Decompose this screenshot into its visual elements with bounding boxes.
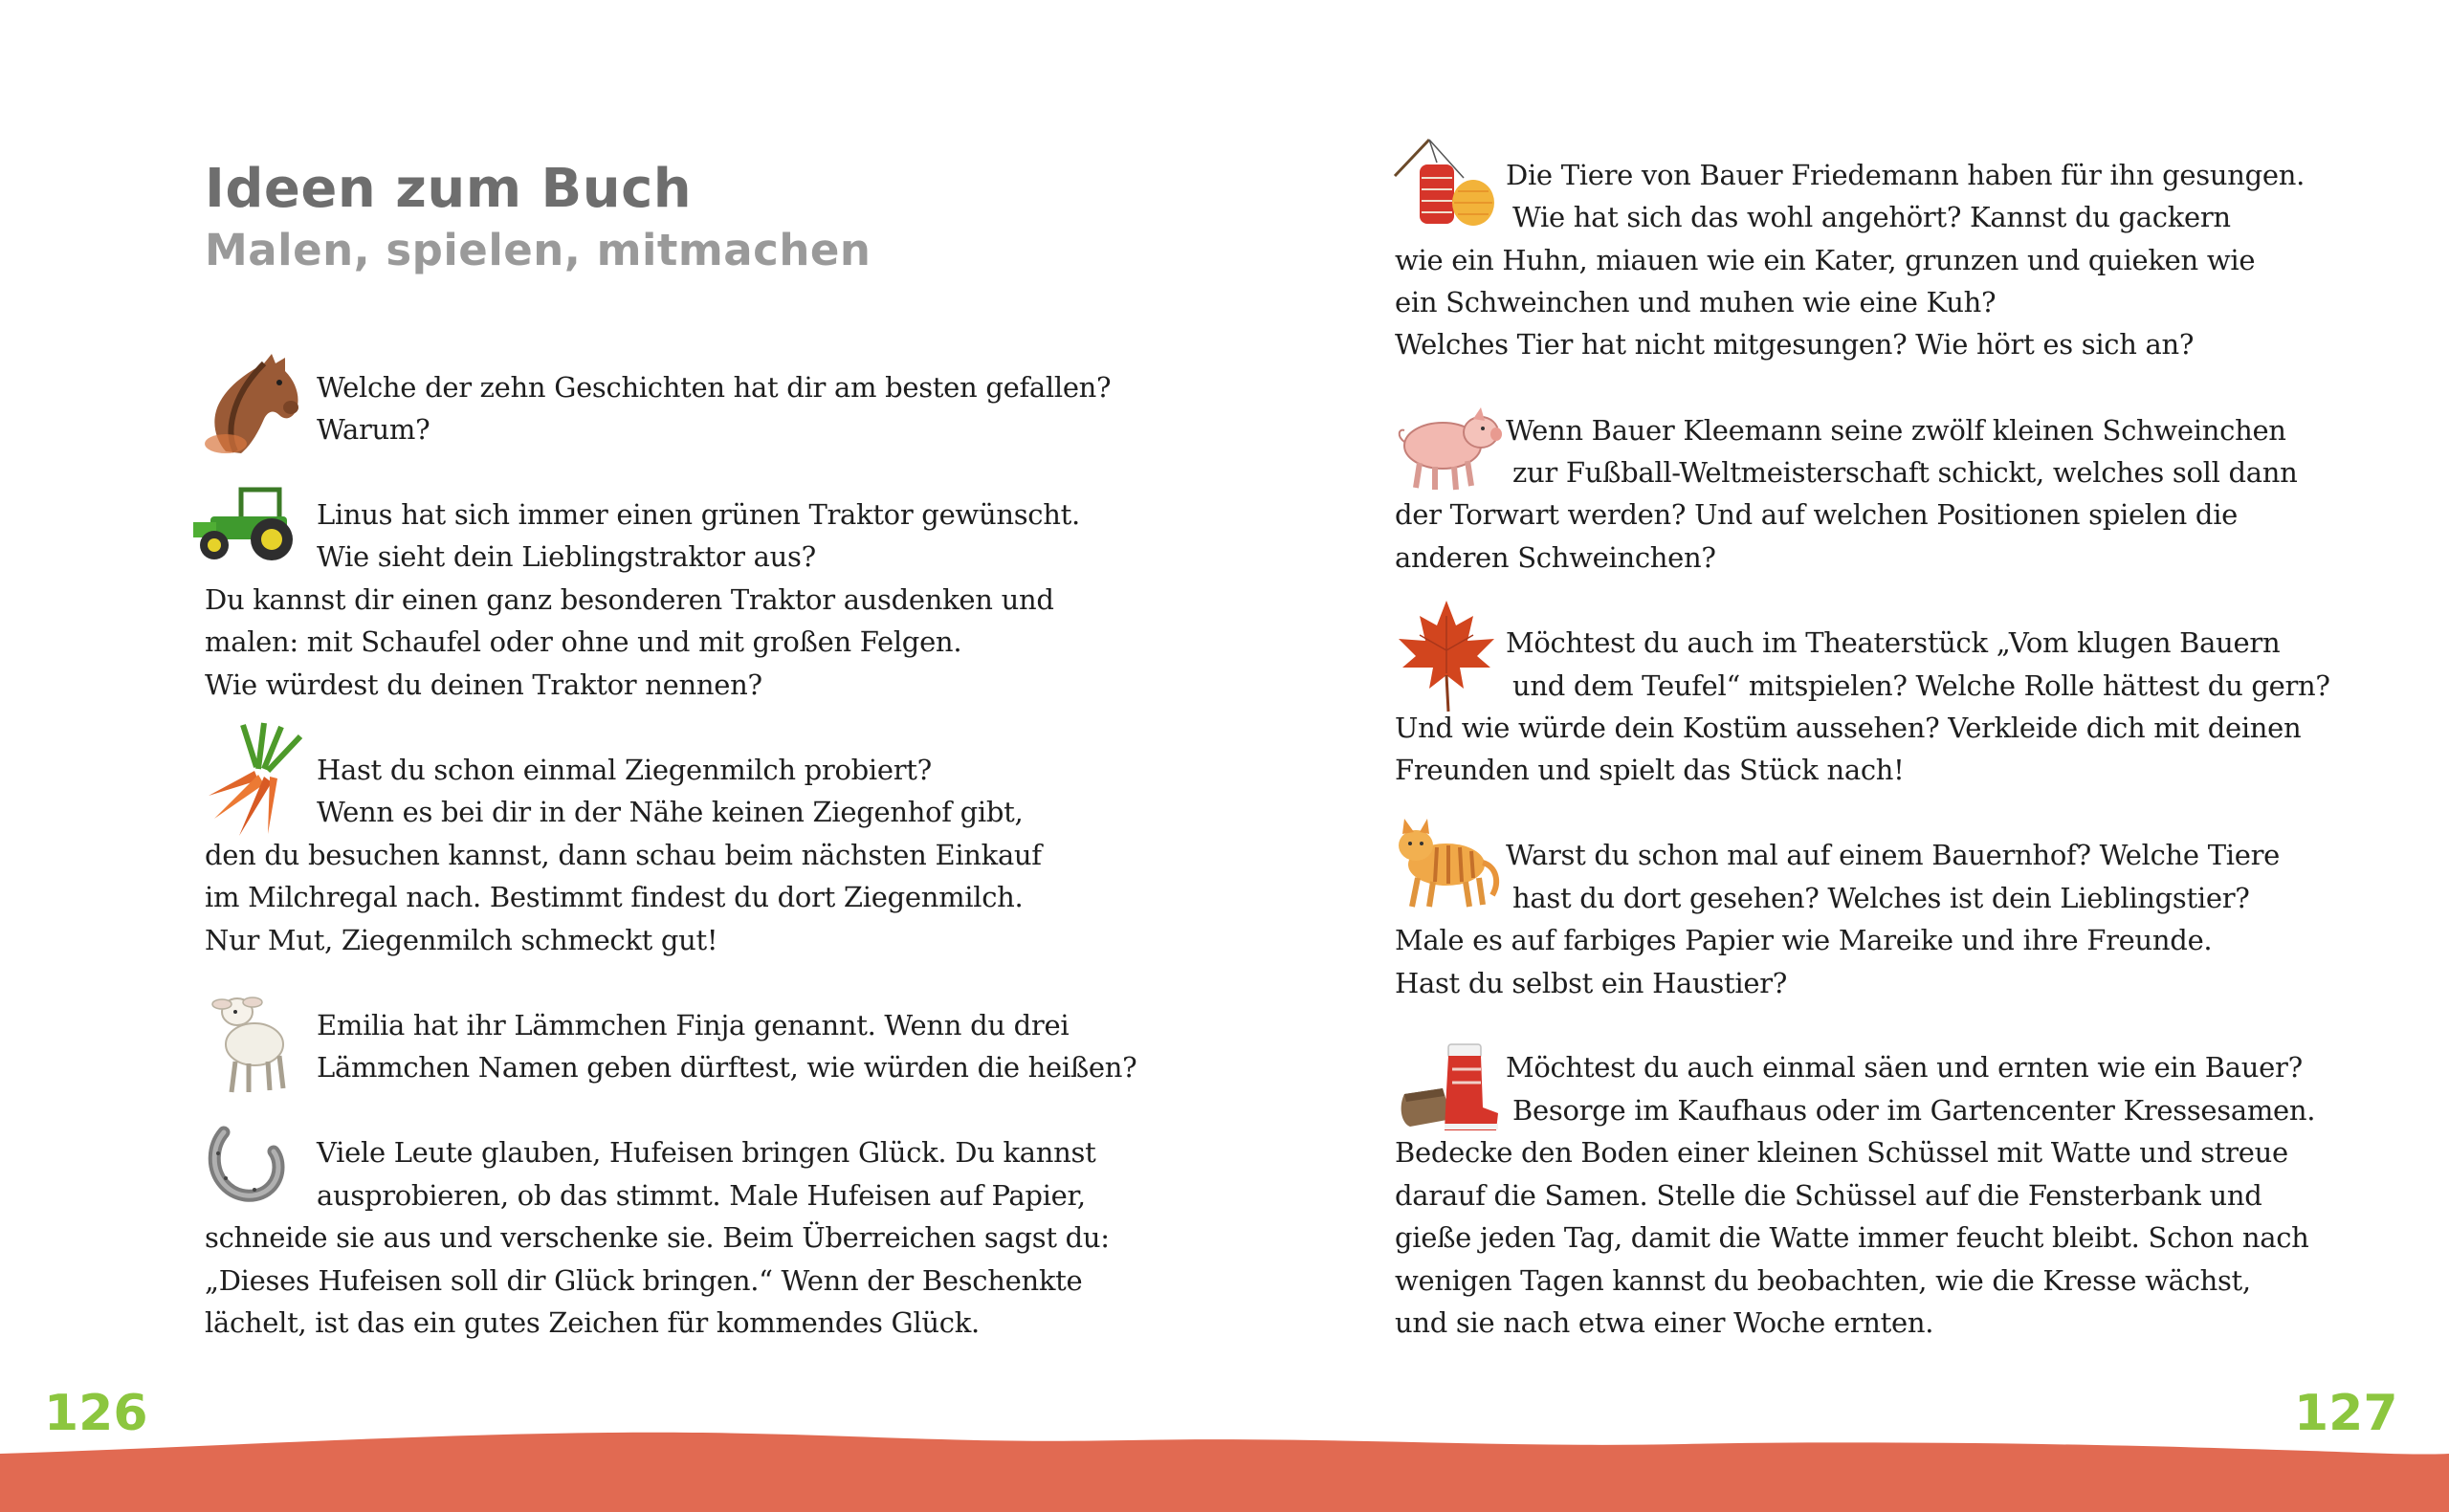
text-line: Wie hat sich das wohl angehört? Kannst du gackern	[1512, 201, 2231, 233]
text-line: Warst du schon mal auf einem Bauernhof? Welche Tiere	[1506, 839, 2281, 871]
page-subtitle: Malen, spielen, mitmachen	[205, 225, 871, 275]
text-line: gieße jeden Tag, damit die Watte immer feucht bleibt. Schon nach	[1395, 1221, 2309, 1254]
text-line: malen: mit Schaufel oder ohne und mit großen Felgen.	[205, 625, 962, 658]
text-line: Möchtest du auch im Theaterstück „Vom klugen Bauern	[1506, 626, 2281, 659]
text-line: Male es auf farbiges Papier wie Mareike und ihre Freunde.	[1395, 924, 2213, 956]
text-line: zur Fußball-Weltmeisterschaft schickt, welches soll dann	[1512, 456, 2298, 489]
text-line: Wie würdest du deinen Traktor nennen?	[205, 668, 762, 701]
text-line: „Dieses Hufeisen soll dir Glück bringen.“ Wenn der Beschenkte	[205, 1264, 1083, 1297]
text-line: Welche der zehn Geschichten hat dir am besten gefallen?	[317, 371, 1112, 404]
left-page	[0, 0, 1224, 1512]
maple-leaf-icon	[1397, 597, 1498, 713]
text-line: den du besuchen kannst, dann schau beim nächsten Einkauf	[205, 839, 1042, 871]
text-line: Wie sieht dein Lieblingstraktor aus?	[317, 540, 816, 573]
text-line: Welches Tier hat nicht mitgesungen? Wie hört es sich an?	[1395, 328, 2195, 361]
piglet-icon	[1393, 402, 1508, 492]
text-line: Lämmchen Namen geben dürftest, wie würden die heißen?	[317, 1051, 1137, 1084]
text-line: Nur Mut, Ziegenmilch schmeckt gut!	[205, 924, 718, 956]
horseshoe-icon	[205, 1119, 291, 1205]
text-line: Linus hat sich immer einen grünen Traktor gewünscht.	[317, 498, 1080, 531]
right-page	[1224, 0, 2449, 1512]
text-line: und dem Teufel“ mitspielen? Welche Rolle hättest du gern?	[1512, 669, 2330, 702]
text-line: Hast du schon einmal Ziegenmilch probiert?	[317, 754, 932, 786]
horse-head-icon	[197, 352, 304, 457]
text-line: ein Schweinchen und muhen wie eine Kuh?	[1395, 286, 1997, 318]
text-line: Möchtest du auch einmal säen und ernten wie ein Bauer?	[1506, 1051, 2303, 1084]
text-line: hast du dort gesehen? Welches ist dein Lieblingstier?	[1512, 882, 2250, 914]
text-line: Die Tiere von Bauer Friedemann haben für ihn gesungen.	[1506, 159, 2306, 191]
lamb-icon	[207, 989, 293, 1096]
footer-wave	[0, 1415, 2449, 1512]
tractor-icon	[186, 482, 310, 564]
page-number: 126	[44, 1385, 148, 1442]
carrots-icon	[201, 719, 314, 840]
text-line: darauf die Samen. Stelle die Schüssel auf die Fensterbank und	[1395, 1179, 2262, 1212]
text-line: schneide sie aus und verschenke sie. Beim Überreichen sagst du:	[205, 1221, 1110, 1254]
text-line: anderen Schweinchen?	[1395, 541, 1716, 574]
page-title: Ideen zum Buch	[205, 158, 693, 220]
text-line: wenigen Tagen kannst du beobachten, wie die Kresse wächst,	[1395, 1264, 2251, 1297]
boots-icon	[1395, 1041, 1504, 1136]
text-line: ausprobieren, ob das stimmt. Male Hufeisen auf Papier,	[317, 1179, 1086, 1212]
text-line: und sie nach etwa einer Woche ernten.	[1395, 1306, 1934, 1339]
text-line: Wenn Bauer Kleemann seine zwölf kleinen Schweinchen	[1506, 414, 2286, 447]
lanterns-icon	[1391, 134, 1498, 233]
text-line: lächelt, ist das ein gutes Zeichen für kommendes Glück.	[205, 1306, 980, 1339]
text-line: wie ein Huhn, miauen wie ein Kater, grunzen und quieken wie	[1395, 244, 2256, 276]
text-line: Emilia hat ihr Lämmchen Finja genannt. Wenn du drei	[317, 1009, 1070, 1041]
text-line: Wenn es bei dir in der Nähe keinen Ziegenhof gibt,	[317, 796, 1024, 828]
text-line: Besorge im Kaufhaus oder im Gartencenter Kressesamen.	[1512, 1094, 2316, 1127]
text-line: Freunden und spielt das Stück nach!	[1395, 754, 1905, 786]
text-line: Du kannst dir einen ganz besonderen Traktor ausdenken und	[205, 583, 1054, 616]
text-line: der Torwart werden? Und auf welchen Positionen spielen die	[1395, 498, 2239, 531]
text-line: Warum?	[317, 413, 430, 446]
text-line: Viele Leute glauben, Hufeisen bringen Glück. Du kannst	[317, 1136, 1096, 1169]
text-line: Und wie würde dein Kostüm aussehen? Verkleide dich mit deinen	[1395, 712, 2302, 744]
page-number: 127	[2294, 1385, 2398, 1442]
text-line: Hast du selbst ein Haustier?	[1395, 967, 1788, 999]
cat-icon	[1379, 815, 1504, 910]
text-line: im Milchregal nach. Bestimmt findest du dort Ziegenmilch.	[205, 881, 1024, 913]
text-line: Bedecke den Boden einer kleinen Schüssel mit Watte und streue	[1395, 1136, 2288, 1169]
